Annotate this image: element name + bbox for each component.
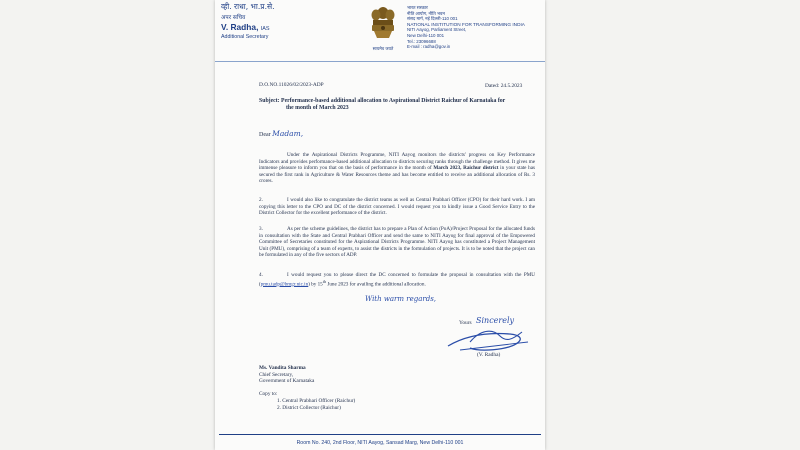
copy-to-item: 1. Central Prabhari Officer (Raichur): [277, 397, 356, 404]
sender-hindi-name: व्ही. राधा, भा.प्र.से.: [221, 2, 275, 11]
p1-text-c: in your state has secured the first rank in Agriculture & Water Resources theme and has become entitled to receive an additional allocation of Rs. 3 crores.: [259, 165, 536, 184]
office-address: [407, 5, 537, 50]
sender-name: [221, 22, 270, 32]
address-line: E-mail : radha@gov.in: [407, 44, 451, 50]
p3-text: As per the scheme guidelines, the district has to prepare a Plan of Action (PoA)/Project Proposal for the allocated funds in consultation with the State and Central Prabhari Officer and send the same to NITI Aayog for final approval of the Empowered Committee of Secretaries constituted for the Aspirational Districts Programme. NITI Aayog has constituted a Project Management Unit (PMU), comprising of a team of experts, to assist the districts in the formulation of projects. It is to be noted that the project can be formulated in any of the five sectors of ADP.: [259, 226, 535, 258]
salutation-handwritten: Madam,: [272, 129, 304, 138]
copy-to-block: [259, 391, 355, 412]
sender-suffix: IAS: [260, 26, 270, 32]
p4-number: 4.: [259, 272, 263, 278]
header-divider: [215, 61, 545, 62]
subject-line: [259, 98, 539, 112]
p3-number: 3.: [259, 226, 263, 232]
recipient-name: Ms. Vandita Sharma: [259, 365, 306, 371]
national-emblem-icon: [367, 2, 399, 46]
emblem-motto: सत्यमेव जयते: [372, 46, 394, 51]
address-line: NITI Aayog, Parliament Street,: [407, 27, 467, 33]
address-line: NATIONAL INSTITUTION FOR TRANSFORMING INDIA: [407, 21, 525, 27]
p1-highlight: March 2023, Raichur district: [433, 165, 499, 171]
sender-hindi-designation: अपर सचिव: [221, 15, 246, 21]
p4-text-b: ) by 15: [308, 281, 323, 288]
address-line: New Delhi-110 001: [407, 32, 445, 38]
paragraph-4: [259, 272, 535, 288]
reference-number: D.O.NO.11026/02/2023-ADP: [259, 82, 324, 88]
recipient-org: Government of Karnataka: [259, 378, 315, 385]
p1-text-a: Under the Aspirational Districts Programme, NITI Aayog monitors the districts' progress on Key Performance Indicators and provides performance-based additional allocation to districts securing ranks through the challenge method. It gives me immense pleasure to inform you that on the basis of performance in the month of: [259, 152, 535, 171]
recipient-title: Chief Secretary,: [259, 371, 294, 378]
p4-text-a: I would request you to please direct the DC concerned to formulate the proposal in consultation with the PMU (: [259, 272, 535, 288]
letter-date: Dated: 24.5.2023: [485, 83, 523, 89]
p2-text: I would also like to congratulate the district teams as well as Central Prabhari Officer (CPO) for their hard work. I am copying this letter to the CPO and DC of the district concerned. I would request you to kindly issue a Good Service Entry to the District Collector for the excellent performance of the district.: [259, 197, 535, 216]
signature-icon: [440, 306, 540, 358]
footer-address: Room No. 240, 2nd Floor, NITI Aayog, Sansad Marg, New Delhi-110 001: [296, 440, 464, 446]
address-line: Tel.: 23096688: [407, 38, 436, 44]
paragraph-2: [259, 197, 535, 217]
p4-superscript: th: [322, 278, 327, 284]
sender-designation: Additional Secretary: [221, 34, 269, 40]
signature-sincerely: Sincerely: [476, 316, 515, 325]
sender-name-text: V. Radha,: [221, 22, 259, 32]
pmu-email-link[interactable]: pmu.tadp@bmgr.nic.in: [260, 281, 309, 288]
copy-to-item: 2. District Collector (Raichur): [277, 404, 341, 411]
p2-number: 2.: [259, 197, 263, 203]
letter-page: [215, 0, 545, 450]
handwritten-regards: With warm regards,: [365, 295, 437, 303]
subject-line-1: Subject: Performance-based additional allocation to Aspirational District Raichur of Karnataka for: [259, 98, 506, 104]
signatory-name: (V. Radha): [477, 352, 501, 358]
subject-line-2: the month of March 2023: [286, 105, 349, 111]
paragraph-1: [259, 152, 535, 185]
address-line: नीति आयोग, नीति भवन: [407, 10, 445, 16]
salutation-text: Dear: [259, 132, 271, 138]
address-line: भारत सरकार: [407, 5, 428, 10]
salutation: [259, 129, 303, 138]
copy-to-label: Copy to:: [259, 391, 278, 397]
footer-divider: [219, 434, 541, 435]
address-line: संसद मार्ग, नई दिल्ली-110 001: [407, 16, 458, 22]
paragraph-3: [259, 226, 535, 259]
recipient-block: [259, 365, 314, 385]
closing-yours: Yours: [459, 320, 472, 326]
p4-text-c: June 2023 for availing the additional allocation.: [326, 281, 426, 288]
